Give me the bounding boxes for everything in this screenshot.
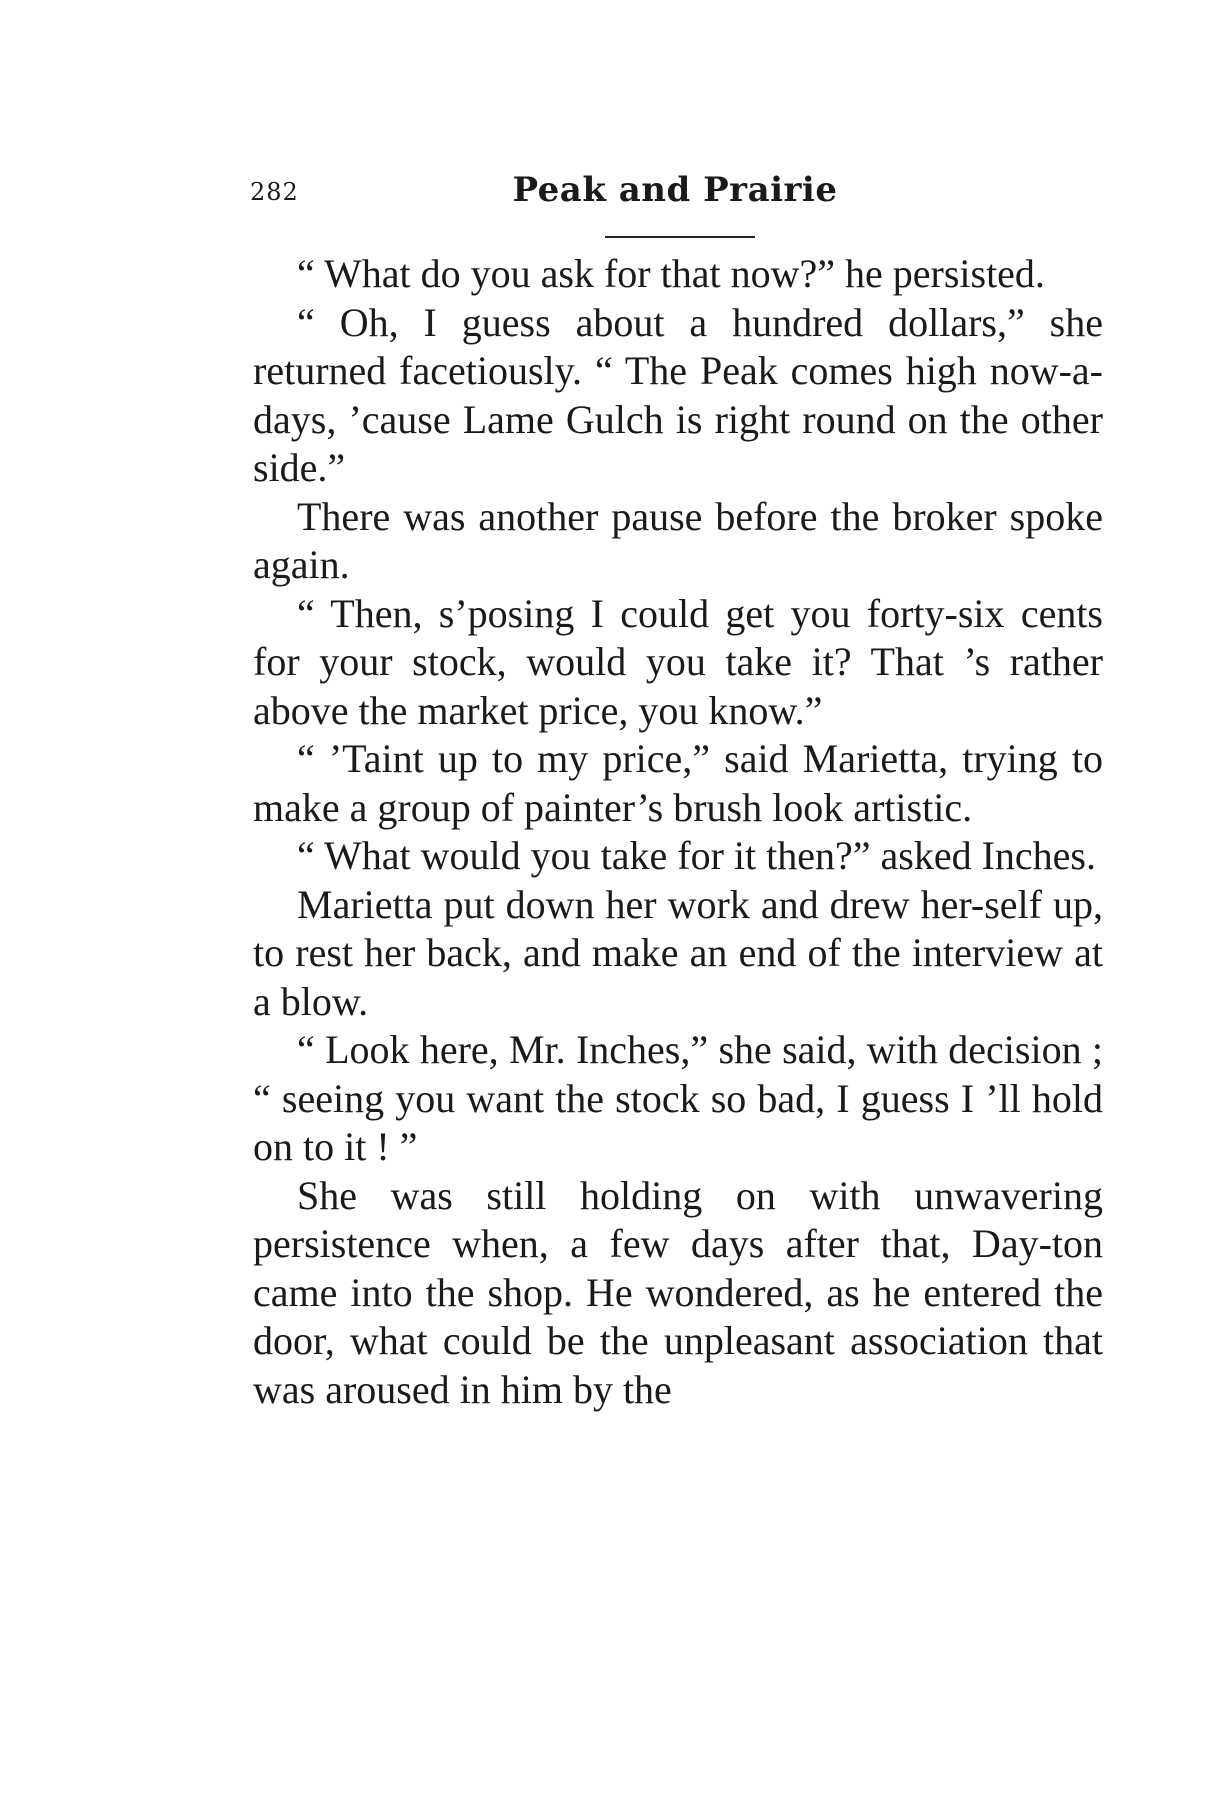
page-header (250, 170, 1100, 238)
paragraph: “ ’Taint up to my price,” said Marietta, trying to make a group of painter’s brush look artistic. (253, 736, 1103, 830)
paragraph: “ What do you ask for that now?” he persisted. (297, 251, 1045, 296)
body-text (253, 250, 1103, 1414)
page-number: 282 (250, 178, 299, 206)
paragraph: There was another pause before the broker spoke again. (253, 493, 1103, 587)
paragraph: Marietta put down her work and drew her-self up, to rest her back, and make an end of the interview at a blow. (253, 881, 1103, 1024)
paragraph: “ What would you take for it then?” asked Inches. (297, 833, 1096, 878)
paragraph: “ Look here, Mr. Inches,” she said, with decision ; “ seeing you want the stock so bad, I guess I ’ll hold on to it ! ” (253, 1027, 1103, 1169)
paragraph: “ Oh, I guess about a hundred dollars,” she returned facetiously. “ The Peak comes high now-a-days, ’cause Lame Gulch is right round on the other side.” (253, 299, 1103, 490)
paragraph: She was still holding on with unwavering persistence when, a few days after that, Day-ton came into the shop. He wondered, as he entered the door, what could be the unpleasant association that was aroused in him by the (253, 1172, 1103, 1412)
running-title: Peak and Prairie (512, 170, 838, 210)
paragraph: “ Then, s’posing I could get you forty-six cents for your stock, would you take it? That ’s rather above the market price, you know.” (253, 590, 1103, 733)
header-rule (605, 236, 755, 238)
